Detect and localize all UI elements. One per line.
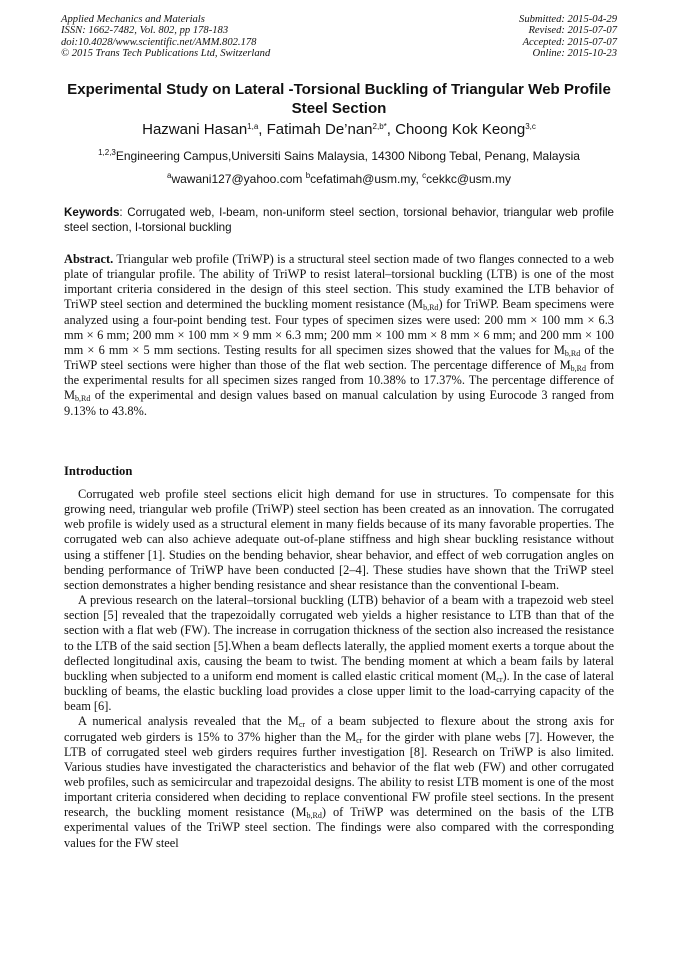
abstract-text: of the experimental and design values based on manual calculation by using Eurocode 3 ranged from 9.13% to 43.8%. bbox=[64, 388, 614, 418]
author-name: Fatimah De’nan bbox=[266, 121, 373, 138]
paragraph-text: A numerical analysis revealed that the M bbox=[78, 714, 299, 729]
abstract-text: ) for TriWP. Beam specimens were analyzed using a four-point bending test. Four types of specimen sizes were used: 200 mm × 100 mm × 6.3 mm × 6 mm; 200 mm × 100 mm × 9 mm × 6.3 mm; 200 mm × 100 mm × 8 mm × 6 mm; and 200 mm × 100 mm × 6 mm × 5 mm sections. Testing results for all specimen sizes showed that the values for M bbox=[64, 297, 615, 357]
submitted-date: Submitted: 2015-04-29 bbox=[519, 14, 617, 25]
email-list: $^a$wawani127@yahoo.com $^b$cefatimah@usm.my, $^c$cekkc@usm.my bbox=[166, 171, 512, 186]
affiliation-sup: 1,2,3 bbox=[98, 148, 116, 157]
revised-date: Revised: 2015-07-07 bbox=[528, 25, 617, 37]
issn-line: ISSN: 1662-7482, Vol. 802, pp 178-183 bbox=[61, 25, 229, 37]
section-heading: Introduction bbox=[64, 464, 133, 478]
paragraph bbox=[64, 593, 614, 714]
paragraph-text: ). In the case of lateral buckling of beams, the elastic buckling load provides a close upper limit to the load-carrying capacity of the beam [6]. bbox=[64, 668, 614, 714]
subscript: b,Rd bbox=[306, 811, 322, 821]
paragraph bbox=[64, 714, 614, 850]
author-name: Choong Kok Keong bbox=[395, 121, 526, 138]
accepted-date: Accepted: 2015-07-07 bbox=[522, 36, 617, 48]
journal-header bbox=[61, 14, 617, 59]
abstract-text: from the experimental results for all specimen sizes ranged from 10.38% to 17.37%. The percentage difference of M bbox=[64, 358, 614, 403]
keywords-label: Keywords bbox=[64, 206, 120, 219]
paragraph: Corrugated web profile steel sections elicit high demand for use in structures. To compensate for this growing need, triangular web profile (TriWP) steel section has been created as an innovation. The corrugated web profile is widely used as a structural element in many fields because of its many favorable properties. The corrugated web can also achieve adequate out-of-plane stiffness and high shear buckling resistance without using a stiffener [1]. Studies on the bending behavior, shear behavior, and effect of web corrugation angles on bending performance of TriWP have been conducted [2–4]. These studies have shown that the TriWP steel section demonstrates a higher bending resistance and shear resistance than the conventional I-beam. bbox=[64, 487, 614, 592]
paragraph-text: for the girder with plane webs [7]. However, the LTB of corrugated steel web girders requires further investigation [8]. Research on TriWP is also limited. Various studies have investigated the characteristics and behavior of the flat web (FW) and other corrugated web profiles, such as semicircular and trapezoidal designs. The ability to resist LTB moment is one of the most important criteria considered when deciding to replace conventional FW profile steel sections. In the present research, the buckling moment resistance (M bbox=[64, 729, 614, 820]
email-sup: a bbox=[166, 171, 172, 180]
email-address: cekkc@usm.my bbox=[426, 172, 512, 186]
paragraph-text: of a beam subjected to flexure about the strong axis for corrugated web girders is 15% to 37% higher than the M bbox=[64, 714, 615, 744]
author-list: Hazwani Hasan$^{1,a}$, Fatimah De’nan$^{2,b*}$, Choong Kok Keong$^{3,c}$ bbox=[142, 121, 536, 138]
abstract-text: of the TriWP steel sections were higher than those of the flat web section. The percentage difference of M bbox=[64, 342, 614, 373]
email-address: cefatimah@usm.my bbox=[310, 172, 416, 186]
author-sup: 3,c bbox=[525, 122, 536, 131]
subscript: b,Rd bbox=[75, 394, 91, 404]
author-name: Hazwani Hasan bbox=[142, 121, 248, 138]
author-sup: 2,b* bbox=[372, 122, 387, 131]
subscript: cr bbox=[298, 720, 306, 730]
copyright-line: © 2015 Trans Tech Publications Ltd, Switzerland bbox=[61, 47, 271, 59]
paragraph-text: ) of TriWP was determined on the basis of the LTB experimental values of the TriWP steel section. The findings were also compared with the corresponding values for the FW steel bbox=[64, 805, 614, 850]
abstract-label: Abstract. bbox=[64, 252, 114, 266]
keywords-text: Corrugated web, I-beam, non-uniform steel section, torsional behavior, triangular web profile steel section, I-torsional buckling bbox=[64, 206, 614, 234]
affiliation bbox=[0, 149, 678, 163]
email-sup: c bbox=[422, 171, 427, 180]
introduction-body bbox=[64, 487, 614, 851]
subscript: b,Rd bbox=[423, 303, 439, 313]
email-address: wawani127@yahoo.com bbox=[171, 172, 303, 186]
abstract-text: Triangular web profile (TriWP) is a structural steel section made of two flanges connected to a web plate of triangular profile. The ability of TriWP to resist lateral–torsional buckling (LTB) is one of the most important criteria considered in the design of this steel section. This study examined the LTB behavior of TriWP steel section and determined the buckling moment resistance (M bbox=[64, 252, 615, 312]
subscript: cr bbox=[496, 674, 503, 684]
affiliation-text: Engineering Campus,Universiti Sains Malaysia, 14300 Nibong Tebal, Penang, Malaysia bbox=[115, 149, 580, 163]
doi-line: doi:10.4028/www.scientific.net/AMM.802.178 bbox=[61, 36, 257, 48]
paragraph-text: A previous research on the lateral–torsional buckling (LTB) behavior of a beam with a trapezoid web steel section [5] revealed that the trapezoidally corrugated web yields a higher resistance to LTB than that of the section with a flat web (FW). The increase in corrugation thickness of the section also increased the resistance to the LTB of the said section [5].When a beam deflects laterally, the applied moment exerts a torque about the deflected longitudinal axis, causing the beam to twist. The bending moment at which a beam fails by lateral buckling when subjected to a uniform end moment is called elastic critical moment (M bbox=[64, 593, 614, 683]
online-date: Online: 2015-10-23 bbox=[532, 47, 617, 59]
paper-title: Experimental Study on Lateral -Torsional Buckling of Triangular Web Profile Steel Section bbox=[67, 81, 611, 117]
journal-info bbox=[61, 14, 270, 59]
submission-dates bbox=[519, 14, 617, 59]
author-sup: 1,a bbox=[247, 122, 259, 131]
email-sup: b bbox=[305, 171, 311, 180]
journal-name: Applied Mechanics and Materials bbox=[61, 14, 205, 25]
abstract-section bbox=[64, 252, 614, 419]
subscript: b,Rd bbox=[570, 364, 586, 374]
keywords-section: Keywords: Corrugated web, I-beam, non-uniform steel section, torsional behavior, triangular web profile steel section, I-torsional buckling bbox=[64, 206, 614, 234]
subscript: cr bbox=[356, 735, 363, 745]
subscript: b,Rd bbox=[564, 348, 581, 358]
